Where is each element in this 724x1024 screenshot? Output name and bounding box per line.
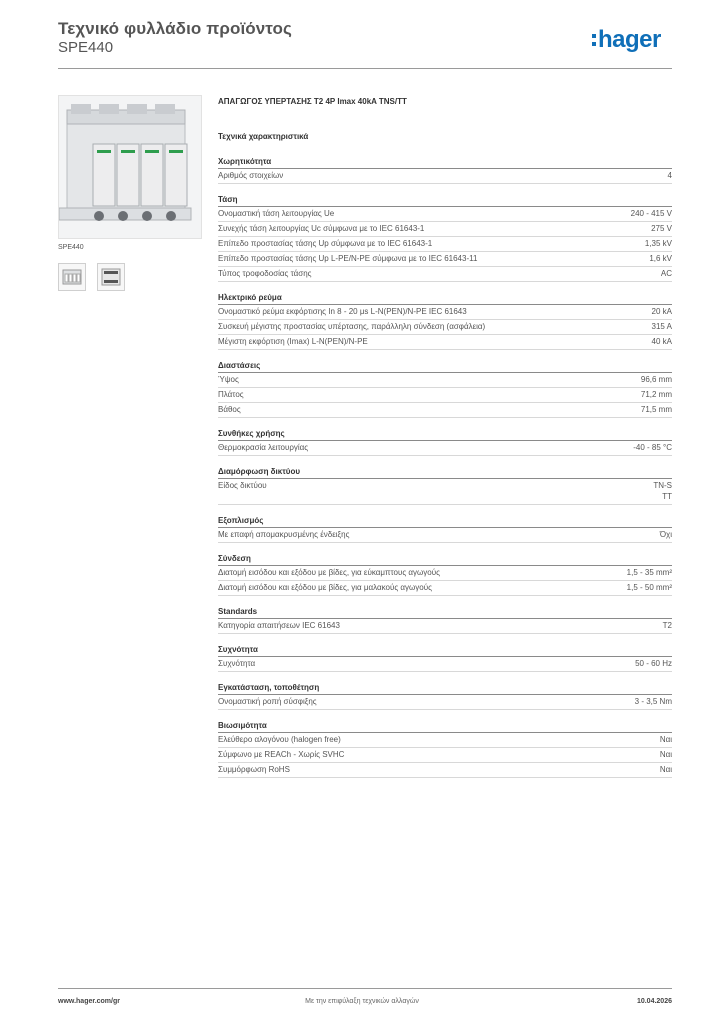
footer-divider — [58, 988, 672, 989]
spec-value: 71,2 mm — [640, 390, 672, 399]
document-title: Τεχνικό φυλλάδιο προϊόντος — [58, 19, 292, 38]
spec-row — [218, 695, 672, 710]
spec-value: -40 - 85 °C — [633, 443, 672, 452]
spec-row — [218, 169, 672, 184]
spec-row — [218, 763, 672, 778]
spec-section-title: Εγκατάσταση, τοποθέτηση — [218, 682, 672, 695]
spec-row — [218, 267, 672, 282]
spec-row — [218, 207, 672, 222]
spec-section-title: Διαμόρφωση δικτύου — [218, 466, 672, 479]
spec-section — [218, 682, 672, 710]
spec-row — [218, 320, 672, 335]
spec-label: Επίπεδο προστασίας τάσης Up L-PE/N-PE σύμφωνα με το IEC 61643-11 — [218, 254, 478, 263]
spec-section — [218, 553, 672, 596]
spec-row — [218, 657, 672, 672]
logo-text: hager — [598, 26, 661, 53]
spec-label: Ονομαστική ροπή σύσφιξης — [218, 697, 317, 706]
spec-label: Σύμφωνο με REACh - Χωρίς SVHC — [218, 750, 345, 759]
thumbnail-top-icon — [98, 264, 124, 290]
image-caption: SPE440 — [58, 244, 84, 251]
surge-arrester-illustration — [59, 96, 201, 238]
spec-label: Συνεχής τάση λειτουργίας Uc σύμφωνα με το IEC 61643-1 — [218, 224, 425, 233]
product-name: ΑΠΑΓΩΓΟΣ ΥΠΕΡΤΑΣΗΣ Τ2 4P Imax 40kA TNS/TT — [218, 97, 407, 106]
spec-section — [218, 194, 672, 282]
spec-row — [218, 373, 672, 388]
product-code: SPE440 — [58, 39, 114, 56]
footer-date: 10.04.2026 — [636, 998, 672, 1005]
spec-label: Επίπεδο προστασίας τάσης Up σύμφωνα με το IEC 61643-1 — [218, 239, 433, 248]
spec-row — [218, 222, 672, 237]
logo-dots-icon — [592, 34, 596, 46]
spec-row — [218, 528, 672, 543]
spec-value: TN-S TT — [653, 481, 672, 501]
spec-row — [218, 581, 672, 596]
spec-label: Ονομαστικό ρεύμα εκφόρτισης In 8 - 20 μs L-N(PEN)/N-PE IEC 61643 — [218, 307, 467, 316]
tech-specs-title: Τεχνικά χαρακτηριστικά — [218, 132, 309, 141]
spec-row — [218, 733, 672, 748]
spec-label: Συχνότητα — [218, 659, 256, 668]
spec-value: 40 kA — [651, 337, 672, 346]
hager-logo[interactable] — [592, 25, 661, 55]
footer-website-link[interactable]: www.hager.com/gr — [58, 998, 120, 1005]
spec-value: 1,35 kV — [644, 239, 672, 248]
spec-value: Ναι — [659, 765, 672, 774]
spec-section — [218, 720, 672, 778]
thumbnail-top[interactable] — [97, 263, 125, 291]
spec-value: Όχι — [659, 530, 672, 539]
spec-section-title: Συχνότητα — [218, 644, 672, 657]
spec-section — [218, 292, 672, 350]
spec-row — [218, 566, 672, 581]
spec-section-title: Standards — [218, 606, 672, 619]
spec-label: Συσκευή μέγιστης προστασίας υπέρτασης, παράλληλη σύνδεση (ασφάλεια) — [218, 322, 486, 331]
spec-label: Συμμόρφωση RoHS — [218, 765, 290, 774]
spec-value: Ναι — [659, 750, 672, 759]
spec-row — [218, 619, 672, 634]
spec-section-title: Σύνδεση — [218, 553, 672, 566]
thumbnail-front-icon — [59, 264, 85, 290]
footer-note: Με την επιφύλαξη τεχνικών αλλαγών — [305, 998, 419, 1005]
product-image — [58, 95, 202, 239]
spec-label: Θερμοκρασία λειτουργίας — [218, 443, 309, 452]
spec-row — [218, 479, 672, 505]
spec-label: Διατομή εισόδου και εξόδου με βίδες, για εύκαμπτους αγωγούς — [218, 568, 440, 577]
spec-value: 240 - 415 V — [630, 209, 672, 218]
spec-label: Πλάτος — [218, 390, 244, 399]
thumbnail-front[interactable] — [58, 263, 86, 291]
spec-row — [218, 305, 672, 320]
spec-section — [218, 428, 672, 456]
spec-value: 50 - 60 Hz — [635, 659, 672, 668]
spec-value: 1,5 - 35 mm² — [626, 568, 672, 577]
spec-section-title: Τάση — [218, 194, 672, 207]
spec-label: Με επαφή απομακρυσμένης ένδειξης — [218, 530, 350, 539]
spec-section-title: Διαστάσεις — [218, 360, 672, 373]
spec-label: Είδος δικτύου — [218, 481, 267, 490]
spec-row — [218, 335, 672, 350]
spec-value: 1,6 kV — [649, 254, 672, 263]
spec-value: 4 — [667, 171, 672, 180]
spec-value: 315 A — [651, 322, 672, 331]
spec-label: Μέγιστη εκφόρτιση (Imax) L-N(PEN)/N-PE — [218, 337, 368, 346]
spec-label: Βάθος — [218, 405, 241, 414]
header-divider — [58, 68, 672, 69]
spec-label: Κατηγορία απαιτήσεων IEC 61643 — [218, 621, 340, 630]
spec-row — [218, 252, 672, 267]
spec-section — [218, 606, 672, 634]
spec-row — [218, 388, 672, 403]
spec-section — [218, 466, 672, 505]
spec-value: 96,6 mm — [640, 375, 672, 384]
spec-section-title: Συνθήκες χρήσης — [218, 428, 672, 441]
spec-value: 20 kA — [651, 307, 672, 316]
spec-value: 275 V — [651, 224, 672, 233]
spec-section — [218, 360, 672, 418]
spec-section — [218, 156, 672, 184]
spec-value: T2 — [662, 621, 672, 630]
spec-label: Ύψος — [218, 375, 239, 384]
spec-section-title: Χωρητικότητα — [218, 156, 672, 169]
spec-row — [218, 441, 672, 456]
spec-value: 71,5 mm — [640, 405, 672, 414]
spec-label: Αριθμός στοιχείων — [218, 171, 284, 180]
spec-row — [218, 748, 672, 763]
spec-section-title: Βιωσιμότητα — [218, 720, 672, 733]
spec-value: 3 - 3,5 Nm — [634, 697, 672, 706]
spec-label: Τύπος τροφοδοσίας τάσης — [218, 269, 312, 278]
spec-label: Ελεύθερο αλογόνου (halogen free) — [218, 735, 341, 744]
spec-row — [218, 237, 672, 252]
specifications-table — [218, 156, 672, 788]
spec-section-title: Εξοπλισμός — [218, 515, 672, 528]
spec-label: Ονομαστική τάση λειτουργίας Ue — [218, 209, 335, 218]
spec-section — [218, 644, 672, 672]
spec-value: 1,5 - 50 mm² — [626, 583, 672, 592]
spec-section-title: Ηλεκτρικό ρεύμα — [218, 292, 672, 305]
spec-row — [218, 403, 672, 418]
spec-section — [218, 515, 672, 543]
spec-value: AC — [660, 269, 672, 278]
spec-label: Διατομή εισόδου και εξόδου με βίδες, για μαλακούς αγωγούς — [218, 583, 432, 592]
spec-value: Ναι — [659, 735, 672, 744]
